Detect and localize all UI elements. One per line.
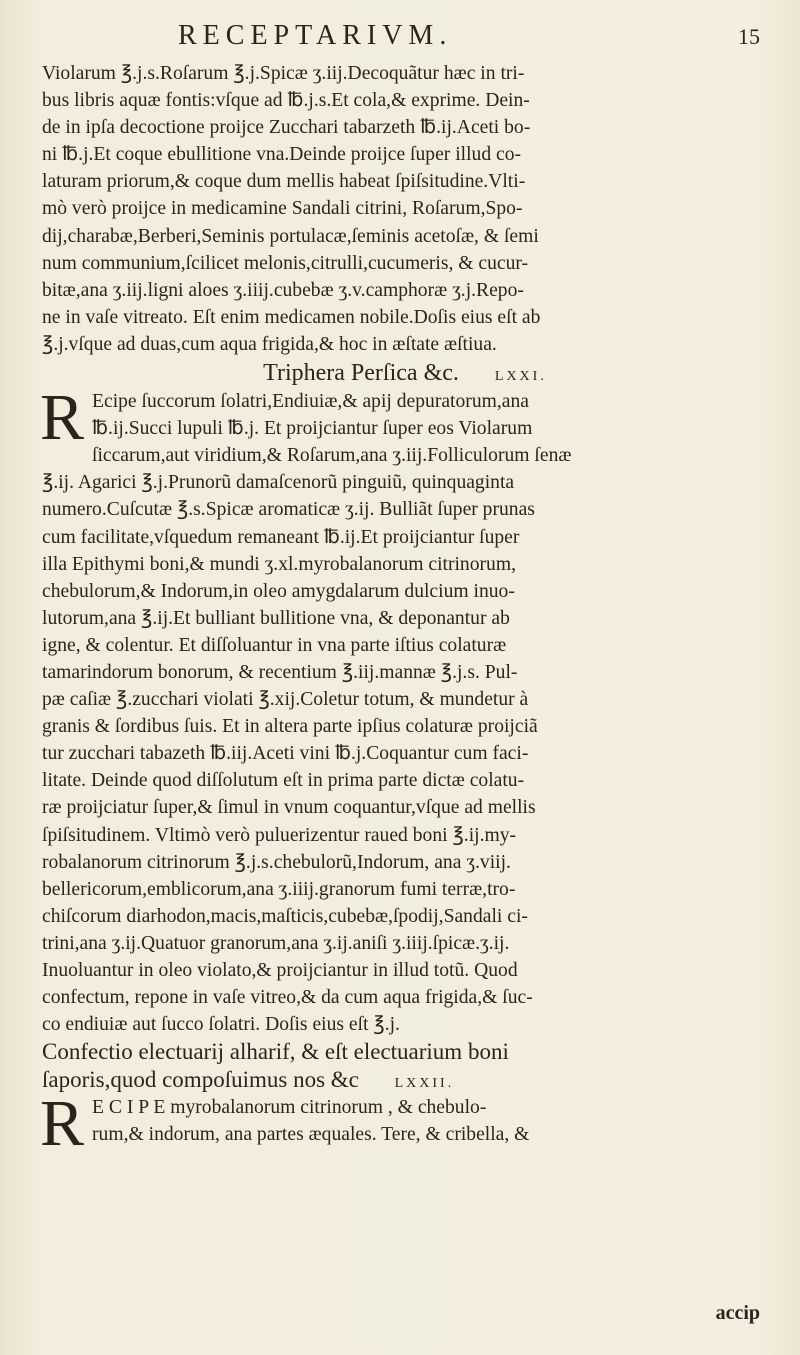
text-line: dij,charabæ,Berberi,Seminis portulacæ,ſeminis acetoſæ, & ſemi [42, 225, 539, 247]
section-number: LXXI. [494, 369, 547, 385]
text-line: litate. Deinde quod diſſolutum eſt in prima parte dictæ colatu- [42, 770, 525, 792]
text-line: mò verò proijce in medicamine Sandali citrini, Roſarum,Spo- [42, 198, 523, 220]
text-line: illa Epithymi boni,& mundi ʒ.xl.myrobalanorum citrinorum, [42, 553, 516, 575]
text-line: tamarindorum bonorum, & recentium ℥.iij.mannæ ℥.j.s. Pul- [42, 661, 518, 683]
section-number: LXXII. [394, 1076, 455, 1092]
catchword: accip [715, 1302, 760, 1324]
text-line: Violarum ℥.j.s.Roſarum ℥.j.Spicæ ʒ.iij.Decoquãtur hæc in tri- [42, 63, 525, 84]
text-line: pæ caſiæ ℥.zucchari violati ℥.xij.Coletur totum, & mundetur à [42, 689, 529, 711]
recipe-lxxii-text [40, 1087, 768, 1161]
text-line: granis & ſordibus ſuis. Et in altera parte ipſius colaturæ proijciã [42, 716, 538, 738]
text-line: ni ℔.j.Et coque ebullitione vna.Deinde proijce ſuper illud co- [42, 144, 522, 166]
text-line: bellericorum,emblicorum,ana ʒ.iiij.granorum fumi terræ,tro- [42, 878, 516, 900]
text-line: Inuoluantur in oleo violato,& proijciantur in illud totũ. Quod [42, 960, 518, 981]
section-title-lxxi [42, 358, 768, 388]
text-line: ſiccarum,aut viridium,& Roſarum,ana ʒ.iij.Folliculorum ſenæ [92, 445, 572, 467]
text-line: E C I P E myrobalanorum citrinorum , & chebulo- [92, 1097, 487, 1119]
text-line: Ecipe ſuccorum ſolatri,Endiuiæ,& apij depuratorum,ana [92, 391, 529, 413]
text-line: ne in vaſe vitreato. Eſt enim medicamen nobile.Doſis eius eſt ab [42, 306, 541, 328]
text-line: num communium,ſcilicet melonis,citrulli,cucumeris, & cucur- [42, 252, 529, 274]
text-line: ræ proijciatur ſuper,& ſimul in vnum coquantur,vſque ad mellis [42, 797, 536, 819]
section-title-lxxii-line1: Confectio electuarij alharif, & eſt electuarium boni [42, 1039, 509, 1065]
drop-cap: R [40, 1087, 85, 1161]
page-number: 15 [738, 24, 760, 49]
text-line: trini,ana ʒ.ij.Quatuor granorum,ana ʒ.ij.aniſi ʒ.iiij.ſpicæ.ʒ.ij. [42, 932, 510, 954]
running-head: RECEPTARIVM. [178, 20, 453, 51]
text-line: ſpiſsitudinem. Vltimò verò puluerizentur raued boni ℥.ij.my- [42, 824, 517, 846]
text-line: bus libris aquæ fontis:vſque ad ℔.j.s.Et cola,& exprime. Dein- [42, 90, 530, 112]
text-line: de in ipſa decoctione proijce Zucchari tabarzeth ℔.ij.Aceti bo- [42, 117, 531, 139]
section-title-text: ſaporis,quod compoſuimus nos &c [42, 1067, 359, 1093]
text-line: robalanorum citrinorum ℥.j.s.chebulorũ,Indorum, ana ʒ.viij. [42, 851, 511, 873]
text-line: tur zucchari tabazeth ℔.iij.Aceti vini ℔.j.Coquantur cum faci- [42, 743, 529, 765]
drop-cap: R [40, 381, 85, 455]
recipe-continuation [42, 60, 768, 358]
text-line: cum facilitate,vſquedum remaneant ℔.ij.Et proijciantur ſuper [42, 526, 520, 548]
page-header [0, 14, 800, 54]
text-line: rum,& indorum, ana partes æquales. Tere, & cribella, & [92, 1124, 530, 1146]
text-line: bitæ,ana ʒ.iij.ligni aloes ʒ.iiij.cubebæ ʒ.v.camphoræ ʒ.j.Repo- [42, 279, 524, 301]
text-line: chebulorum,& Indorum,in oleo amygdalarum dulcium inuo- [42, 580, 515, 602]
text-line: laturam priorum,& coque dum mellis habeat ſpiſsitudine.Vlti- [42, 171, 526, 193]
text-line: lutorum,ana ℥.ij.Et bulliant bullitione vna, & deponantur ab [42, 607, 510, 629]
body-text [40, 60, 768, 1161]
text-line: igne, & colentur. Et diſſoluantur in vna parte iſtius colaturæ [42, 634, 507, 656]
recipe-lxxi [40, 381, 768, 1038]
text-line: chiſcorum diarhodon,macis,maſticis,cubebæ,ſpodij,Sandali ci- [42, 905, 528, 927]
recipe-lxxii [40, 1087, 768, 1161]
text-line: ℔.ij.Succi lupuli ℔.j. Et proijciantur ſuper eos Violarum [92, 418, 533, 440]
recipe-lxxi-text [40, 381, 768, 1038]
text-line: confectum, repone in vaſe vitreo,& da cum aqua frigida,& ſuc- [42, 987, 533, 1009]
text-line: co endiuiæ aut ſucco ſolatri. Doſis eius eſt ℥.j. [42, 1014, 400, 1036]
text-line: numero.Cuſcutæ ℥.s.Spicæ aromaticæ ʒ.ij. Bulliãt ſuper prunas [42, 499, 535, 521]
text-line: ℥.ij. Agarici ℥.j.Prunorũ damaſcenorũ pinguiũ, quinquaginta [42, 472, 515, 494]
text-line: ℥.j.vſque ad duas,cum aqua frigida,& hoc in æſtate æſtiua. [42, 333, 497, 355]
section-title-text: Triphera Perſica &c. [263, 360, 459, 387]
section-title-lxxii-line2 [42, 1066, 768, 1094]
